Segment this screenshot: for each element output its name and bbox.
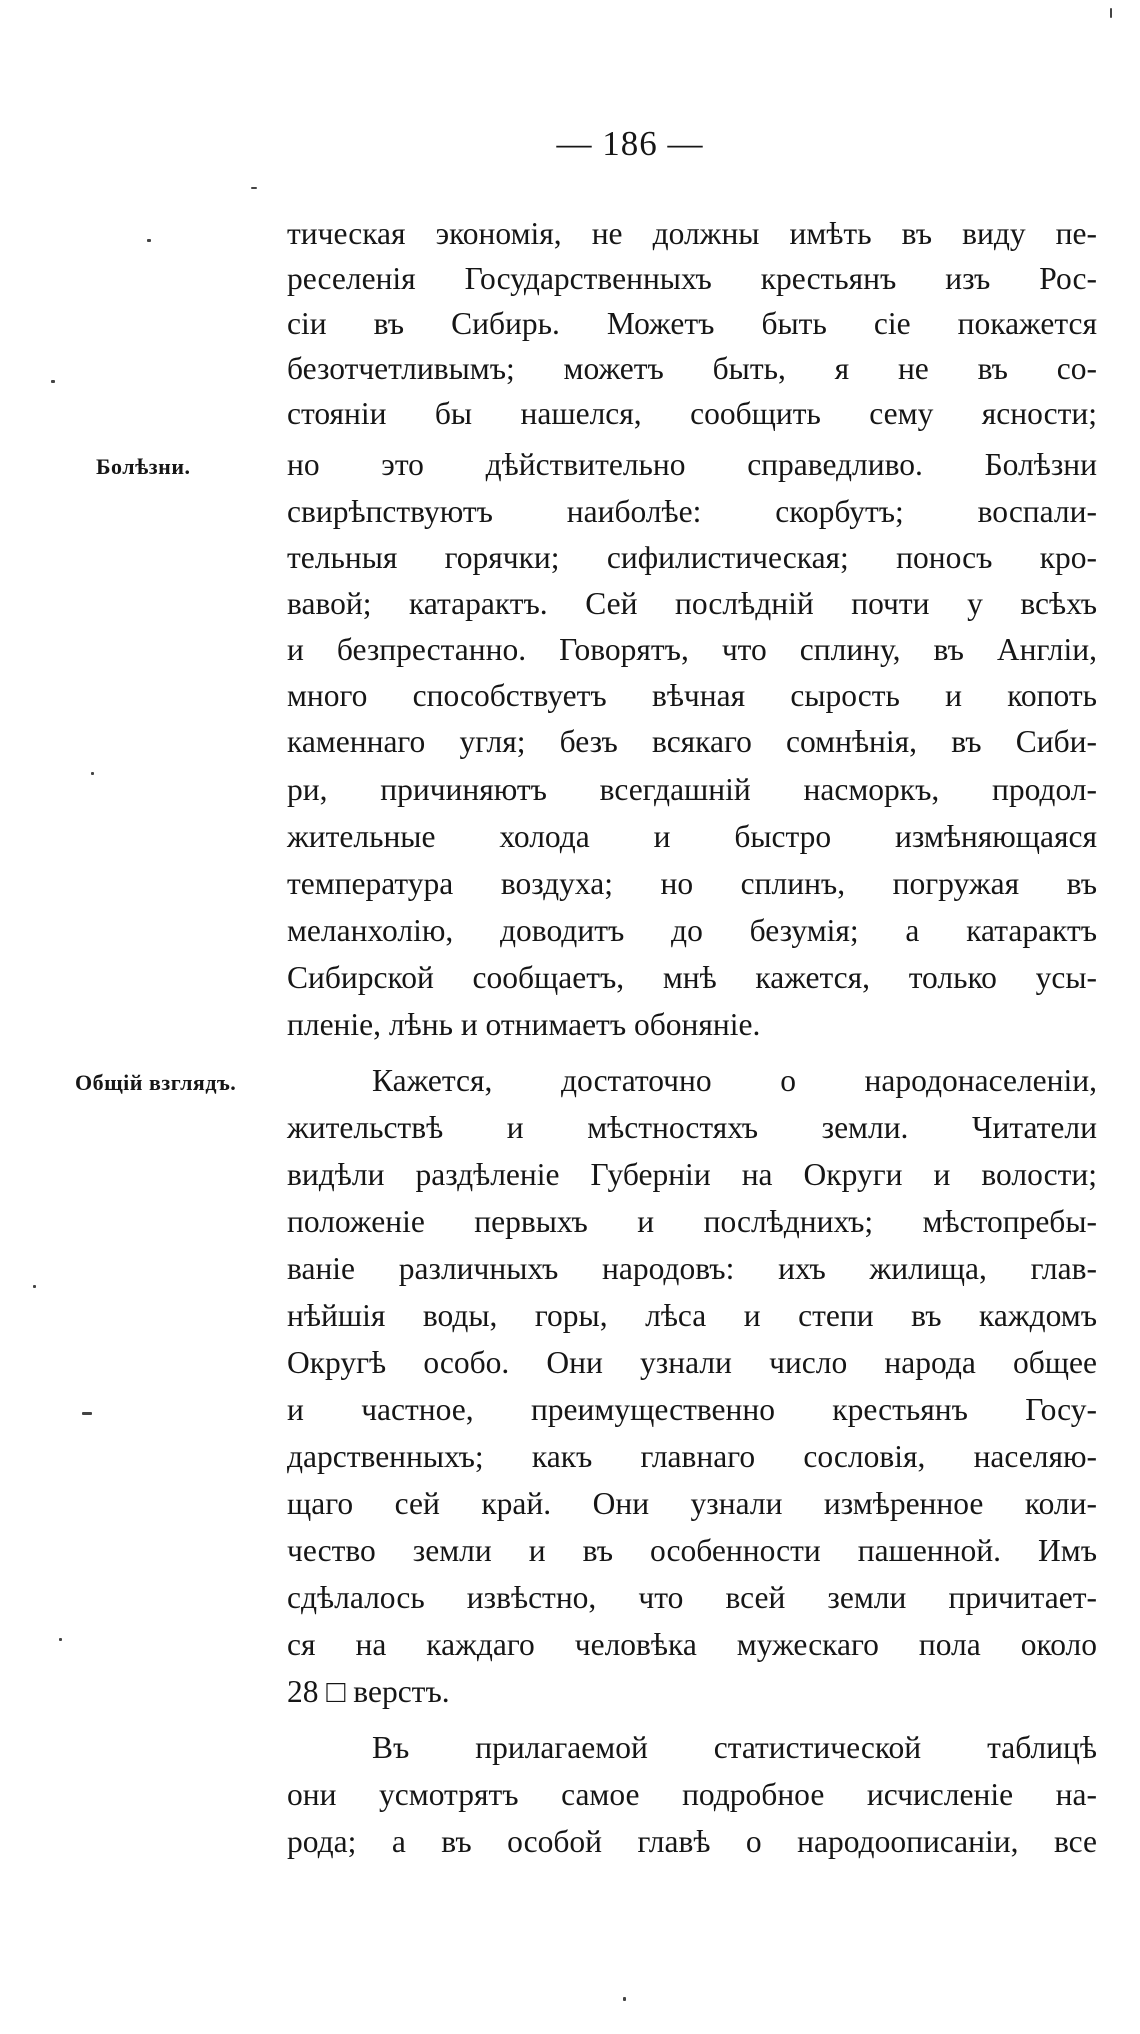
text-line: много способствуетъ вѣчная сырость и копоть [287,678,1097,713]
text-line: и частное, преимущественно крестьянъ Госу- [287,1392,1097,1427]
text-line: пленіе, лѣнь и отнимаетъ обоняніе. [287,1007,761,1042]
scan-speck [623,1997,626,2001]
text-line: стояніи бы нашелся, сообщить сему ясности; [287,396,1097,431]
text-line: Сибирской сообщаетъ, мнѣ кажется, только усы- [287,960,1097,995]
text-line: но это дѣйствительно справедливо. Болѣзни [287,447,1097,482]
text-line: чество земли и въ особенности пашенной. Имъ [287,1533,1097,1568]
text-line: ри, причиняютъ всегдашній насморкъ, продол- [287,772,1097,807]
text-line: меланхолію, доводитъ до безумія; а катарактъ [287,913,1097,948]
text-line: каменнаго угля; безъ всякаго сомнѣнія, въ Сиби- [287,724,1097,759]
text-line: дарственныхъ; какъ главнаго сословія, населяю- [287,1439,1097,1474]
text-line: сдѣлалось извѣстно, что всей земли причитает- [287,1580,1097,1615]
scan-speck [251,187,257,189]
text-line: жительствѣ и мѣстностяхъ земли. Читатели [287,1110,1097,1145]
text-line: вавой; катарактъ. Сей послѣдній почти у всѣхъ [287,586,1097,621]
text-line: свирѣпствуютъ наиболѣе: скорбутъ; воспали- [287,494,1097,529]
text-line: рода; а въ особой главѣ о народоописаніи, все [287,1824,1097,1859]
text-line: сіи въ Сибирь. Можетъ быть сіе покажется [287,306,1097,341]
text-line: видѣли раздѣленіе Губерніи на Округи и волости; [287,1157,1097,1192]
text-line: ся на каждаго человѣка мужескаго пола около [287,1627,1097,1662]
text-line: ваніе различныхъ народовъ: ихъ жилища, глав- [287,1251,1097,1286]
text-line: они усмотрятъ самое подробное исчисленіе на- [287,1777,1097,1812]
scan-speck [51,380,55,383]
scan-speck [1110,8,1112,18]
text-line: Округѣ особо. Они узнали число народа общее [287,1345,1097,1380]
margin-note-diseases: Болѣзни. [96,454,191,479]
text-line: Въ прилагаемой статистической таблицѣ [372,1730,1097,1765]
text-line: тельныя горячки; сифилистическая; поносъ кро- [287,540,1097,575]
scan-speck [147,239,151,242]
text-line: 28 □ верстъ. [287,1674,450,1709]
text-line: щаго сей край. Они узнали измѣренное коли- [287,1486,1097,1521]
text-line: положеніе первыхъ и послѣднихъ; мѣстопребы- [287,1204,1097,1239]
text-line: нѣйшія воды, горы, лѣса и степи въ каждомъ [287,1298,1097,1333]
scan-speck [82,1412,92,1415]
scan-speck [33,1285,36,1288]
scan-speck [91,772,94,775]
scan-speck [59,1638,62,1641]
text-line: тическая экономія, не должны имѣть въ виду пе- [287,216,1097,251]
margin-note-overview: Общій взглядъ. [75,1070,237,1095]
text-line: безотчетливымъ; можетъ быть, я не въ со- [287,351,1097,386]
text-line: жительные холода и быстро измѣняющаяся [287,819,1097,854]
text-line: Кажется, достаточно о народонаселеніи, [372,1063,1097,1098]
text-line: и безпрестанно. Говорятъ, что сплину, въ Англіи, [287,632,1097,667]
page-number: — 186 — [556,124,704,163]
text-line: реселенія Государственныхъ крестьянъ изъ Рос- [287,261,1097,296]
text-line: температура воздуха; но сплинъ, погружая въ [287,866,1097,901]
